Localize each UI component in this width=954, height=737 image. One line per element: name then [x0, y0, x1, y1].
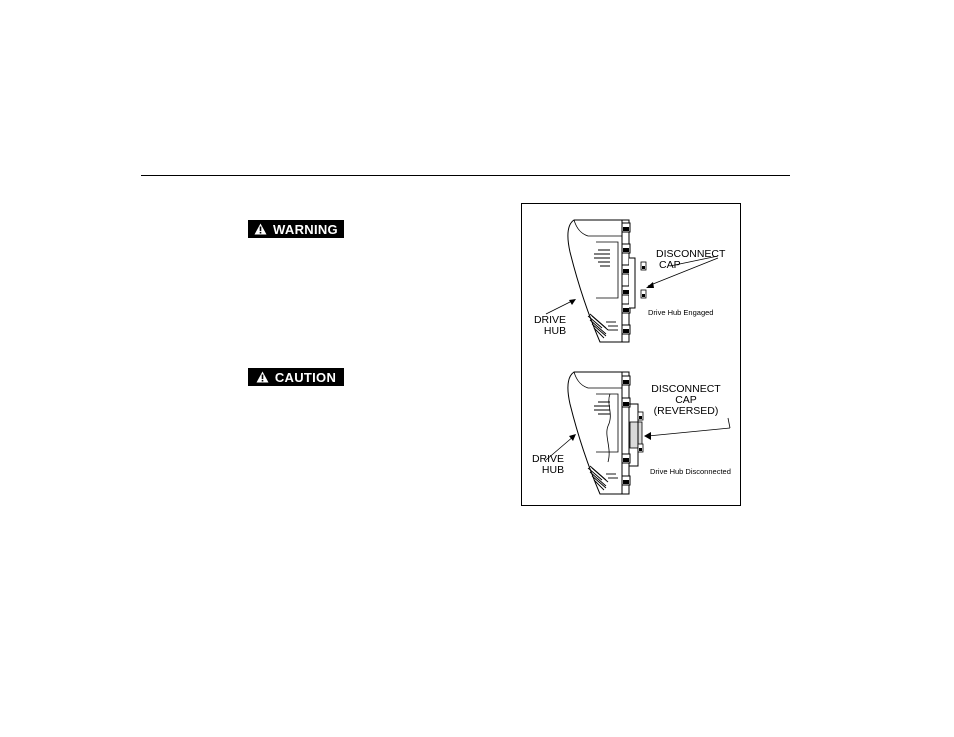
warning-triangle-icon: [254, 223, 267, 235]
header-rule: [141, 175, 790, 176]
top-disconnect-line1: DISCONNECT: [656, 248, 726, 260]
bottom-disconnect-label: [646, 384, 726, 417]
top-caption: Drive Hub Engaged: [648, 308, 714, 317]
caution-badge: [248, 368, 344, 386]
top-hub-drawing: [546, 220, 718, 342]
bottom-drive-line1: DRIVE: [531, 453, 565, 465]
top-drive-line1: DRIVE: [533, 314, 567, 326]
caution-label: CAUTION: [274, 369, 337, 385]
top-drive-hub-label: [530, 315, 570, 337]
drive-hub-figure: [521, 203, 741, 506]
bottom-disconnect-line1: DISCONNECT: [651, 383, 721, 395]
bottom-drive-line2: HUB: [541, 464, 565, 477]
bottom-caption: Drive Hub Disconnected: [650, 467, 731, 476]
top-disconnect-label: [656, 249, 725, 271]
warning-badge: [248, 220, 344, 238]
bottom-drive-hub-label: [528, 454, 568, 476]
warning-label: WARNING: [273, 221, 338, 237]
warning-triangle-icon: [256, 371, 269, 383]
top-disconnect-line2: CAP: [659, 259, 681, 272]
bottom-disconnect-line2: CAP: [675, 394, 697, 407]
top-drive-line2: HUB: [543, 325, 567, 338]
bottom-disconnect-line3: (REVERSED): [653, 405, 719, 418]
